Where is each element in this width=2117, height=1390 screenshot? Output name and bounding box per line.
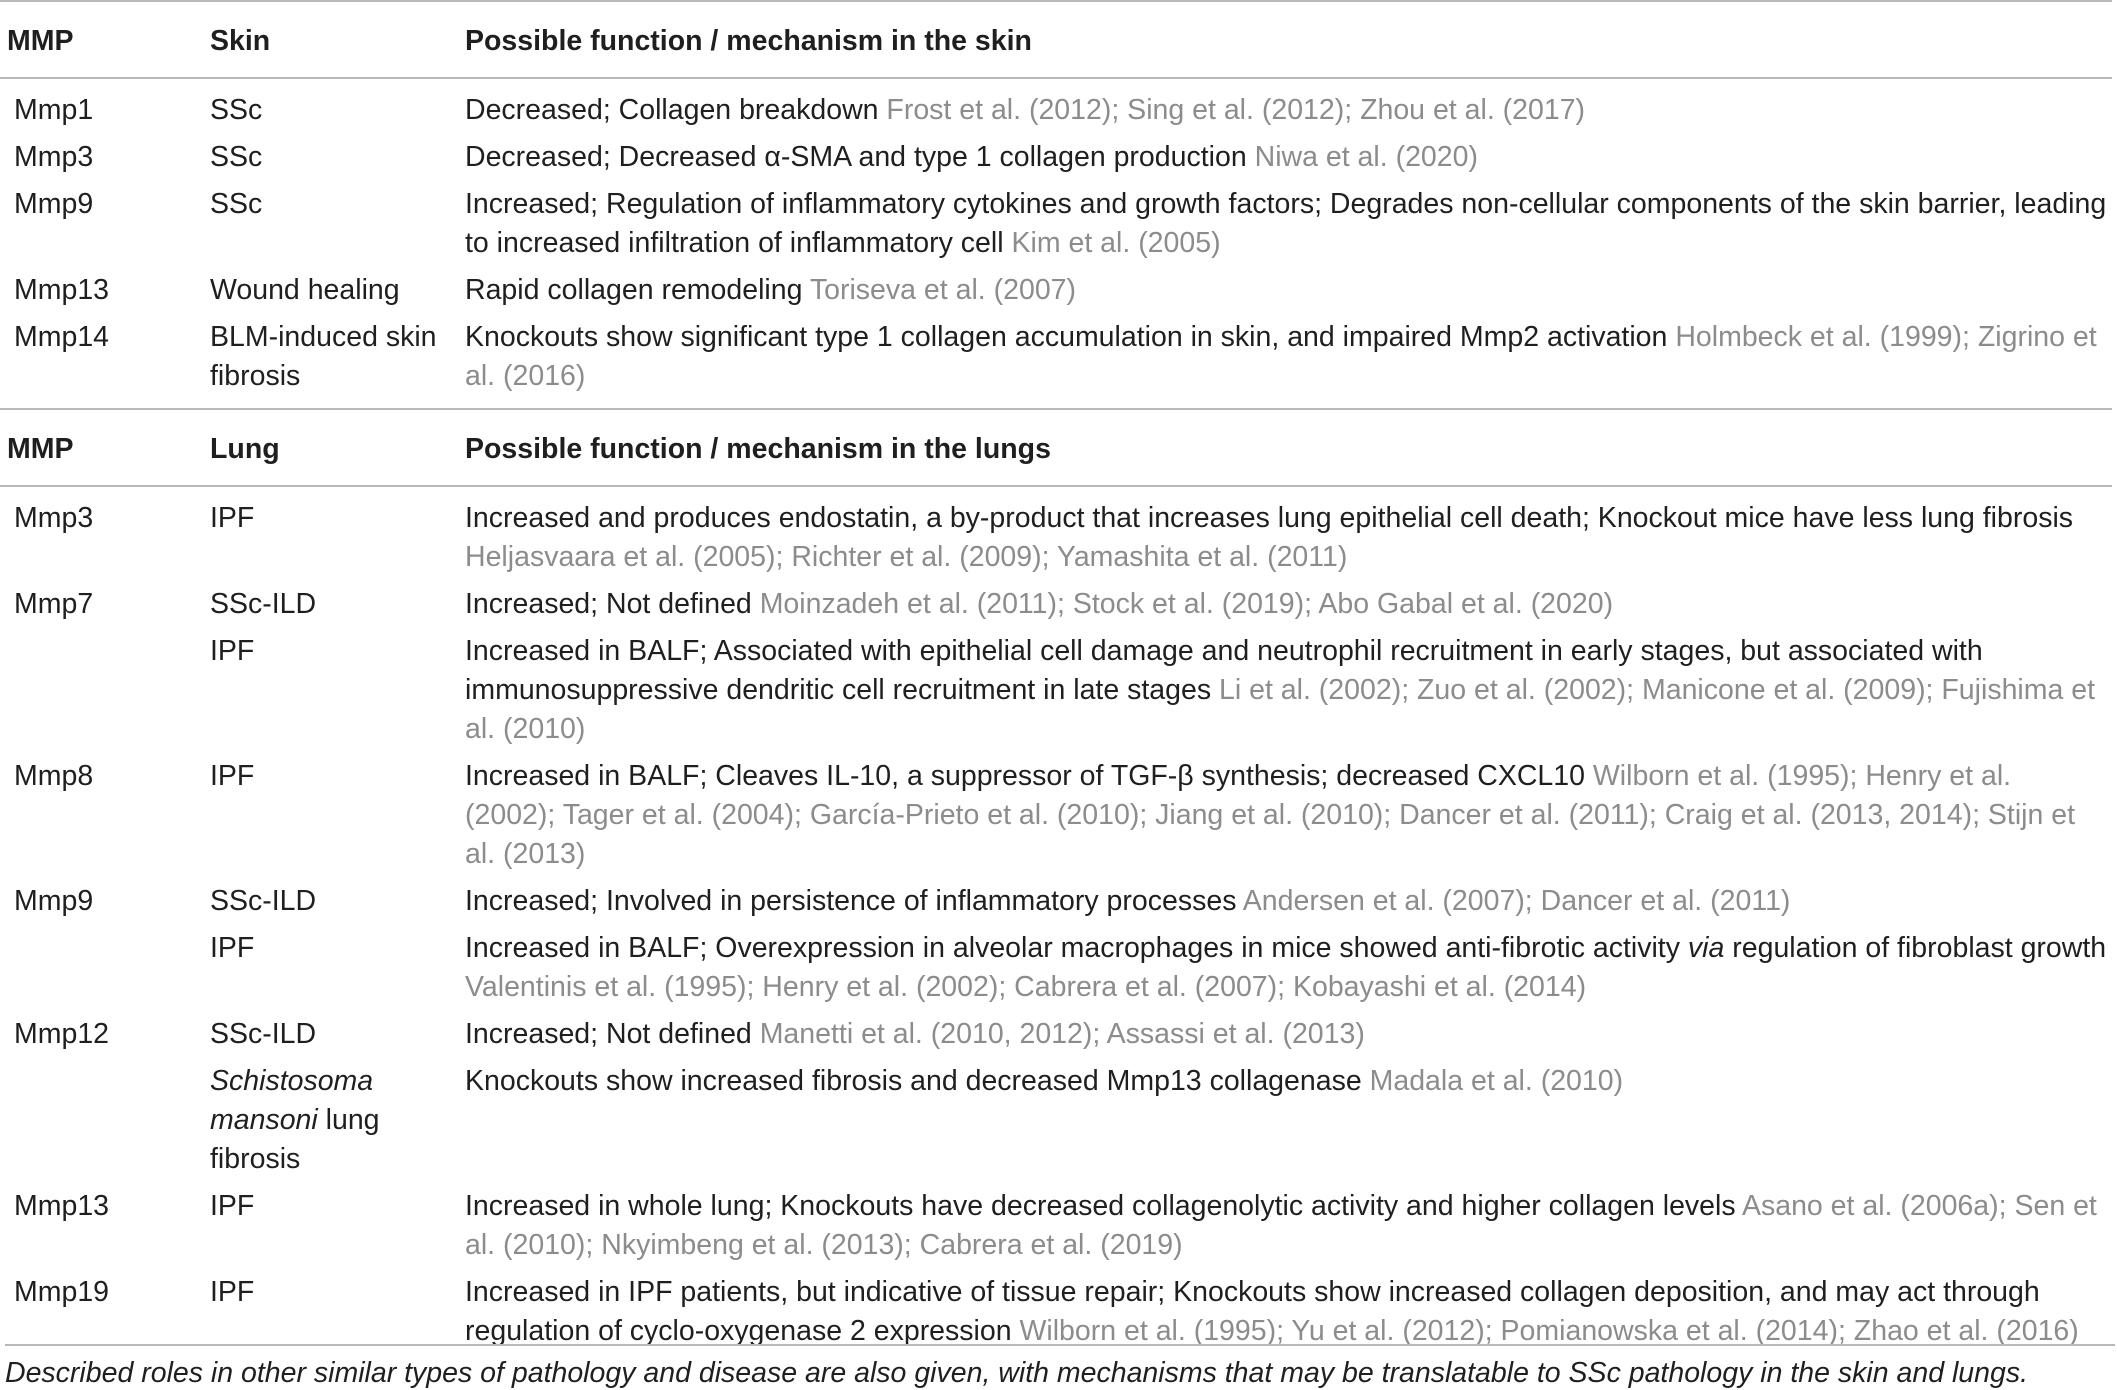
function-text-italic: via (1687, 932, 1725, 964)
function-text: Increased; Not defined (465, 588, 760, 620)
function-text: Increased in IPF patients, but indicative of tissue repair; Knockouts show increased collagen deposition, and may act through regulation of cyclo-oxygenase 2 expression (465, 1276, 2040, 1347)
skin-header-function: Possible function / mechanism in the skin (465, 1, 2112, 78)
function-text: Increased in BALF; Overexpression in alveolar macrophages in mice showed anti-fibrotic activity (465, 932, 1688, 964)
reference-text: Li et al. (2002); Zuo et al. (2002); Manicone et al. (2009); Fujishima et al. (2010) (465, 674, 2096, 745)
function-cell (465, 486, 2112, 585)
tissue-text: lung fibrosis (210, 1104, 380, 1175)
function-cell (465, 138, 2112, 185)
reference-text: Manetti et al. (2010, 2012); Assassi et al. (2013) (759, 1018, 1365, 1050)
table-row (0, 1187, 2112, 1273)
table-row (0, 271, 2112, 318)
mmp-cell: Mmp3 (14, 141, 94, 173)
skin-header-mmp: MMP (0, 1, 196, 78)
function-text: Knockouts show increased fibrosis and decreased Mmp13 collagenase (465, 1065, 1370, 1097)
tissue-cell: SSc-ILD (210, 885, 317, 917)
reference-text: Andersen et al. (2007); Dancer et al. (2011) (1242, 885, 1791, 917)
tissue-cell: IPF (210, 635, 255, 667)
function-text: Increased; Not defined (465, 1018, 760, 1050)
mmp-cell: Mmp3 (14, 502, 94, 534)
tissue-cell: SSc (210, 94, 263, 126)
function-cell (465, 318, 2112, 409)
mmp-cell: Mmp9 (14, 885, 94, 917)
mmp-cell: Mmp9 (14, 188, 94, 220)
skin-header-tissue: Skin (196, 1, 465, 78)
mmp-cell: Mmp1 (14, 94, 94, 126)
skin-header-row (0, 1, 2112, 78)
reference-text: Wilborn et al. (1995); Henry et al. (2002); Tager et al. (2004); García-Prieto et al. (2010); Jiang et al. (2010); Dancer et al. (2011); Craig et al. (2013, 2014); Stijn et al. (2013) (465, 760, 2076, 870)
function-cell (465, 632, 2112, 757)
reference-text: Moinzadeh et al. (2011); Stock et al. (2019); Abo Gabal et al. (2020) (759, 588, 1614, 620)
reference-text: Frost et al. (2012); Sing et al. (2012); Zhou et al. (2017) (886, 94, 1586, 126)
lung-header-row (0, 409, 2112, 486)
table-row (0, 632, 2112, 757)
reference-text: Toriseva et al. (2007) (809, 274, 1077, 306)
tissue-cell: SSc (210, 141, 263, 173)
mmp-cell (0, 929, 196, 1015)
function-text: regulation of fibroblast growth (1724, 932, 2107, 964)
function-text: Increased; Involved in persistence of inflammatory processes (465, 885, 1243, 917)
function-text: Increased; Regulation of inflammatory cytokines and growth factors; Degrades non-cellular components of the skin barrier, leading to increased infiltration of inflammatory cell (465, 188, 2107, 259)
lung-header-tissue: Lung (196, 409, 465, 486)
function-cell (465, 271, 2112, 318)
tissue-cell: IPF (210, 932, 255, 964)
table-row (0, 1015, 2112, 1062)
tissue-cell: SSc-ILD (210, 1018, 317, 1050)
function-text: Decreased; Collagen breakdown (465, 94, 887, 126)
tissue-cell (196, 1062, 465, 1187)
function-text: Increased and produces endostatin, a by-product that increases lung epithelial cell death; Knockout mice have less lung fibrosis (465, 502, 2074, 534)
function-cell (465, 78, 2112, 138)
table-row (0, 585, 2112, 632)
tissue-cell: IPF (210, 760, 255, 792)
tissue-cell: IPF (210, 502, 255, 534)
table-row (0, 138, 2112, 185)
table-row (0, 185, 2112, 271)
function-cell (465, 757, 2112, 882)
function-text: Increased in whole lung; Knockouts have decreased collagenolytic activity and higher collagen levels (465, 1190, 1742, 1222)
reference-text: Wilborn et al. (1995); Yu et al. (2012); Pomianowska et al. (2014); Zhao et al. (2016) (1019, 1315, 2079, 1347)
function-text: Rapid collagen remodeling (465, 274, 810, 306)
table-row (0, 1062, 2112, 1187)
function-cell (465, 929, 2112, 1015)
function-text: Decreased; Decreased α-SMA and type 1 collagen production (465, 141, 1255, 173)
reference-text: Kim et al. (2005) (1011, 227, 1221, 259)
mmp-cell: Mmp7 (14, 588, 94, 620)
tissue-cell: SSc (210, 188, 263, 220)
reference-text: Asano et al. (2006a); Sen et al. (2010); Nkyimbeng et al. (2013); Cabrera et al. (2019) (465, 1190, 2097, 1261)
mmp-cell (0, 1062, 196, 1187)
mmp-cell: Mmp12 (14, 1018, 110, 1050)
function-text: Increased in BALF; Cleaves IL-10, a suppressor of TGF-β synthesis; decreased CXCL10 (465, 760, 1593, 792)
table-row (0, 318, 2112, 409)
table-row (0, 78, 2112, 138)
reference-text: Holmbeck et al. (1999); Zigrino et al. (2016) (465, 321, 2097, 392)
reference-text: Madala et al. (2010) (1369, 1065, 1624, 1097)
function-text: Knockouts show significant type 1 collagen accumulation in skin, and impaired Mmp2 activation (465, 321, 1676, 353)
function-cell (465, 185, 2112, 271)
table-footnote: Described roles in other similar types of pathology and disease are also given, with mechanisms that may be translatable to SSc pathology in the skin and lungs. (5, 1344, 2115, 1390)
table-row (0, 757, 2112, 882)
function-text: Increased in BALF; Associated with epithelial cell damage and neutrophil recruitment in early stages, but associated with immunosuppressive dendritic cell recruitment in late stages (465, 635, 1983, 706)
function-cell (465, 1187, 2112, 1273)
reference-text: Niwa et al. (2020) (1254, 141, 1478, 173)
tissue-text-italic: Schistosoma mansoni (210, 1065, 374, 1136)
mmp-cell: Mmp19 (14, 1276, 110, 1308)
mmp-cell (0, 632, 196, 757)
lung-header-mmp: MMP (0, 409, 196, 486)
tissue-cell: IPF (210, 1190, 255, 1222)
reference-text: Heljasvaara et al. (2005); Richter et al. (2009); Yamashita et al. (2011) (465, 541, 1348, 573)
reference-text: Valentinis et al. (1995); Henry et al. (2002); Cabrera et al. (2007); Kobayashi et al. (2014) (465, 971, 1587, 1003)
tissue-cell: IPF (210, 1276, 255, 1308)
tissue-cell: SSc-ILD (210, 588, 317, 620)
mmp-cell: Mmp13 (14, 1190, 110, 1222)
function-cell (465, 882, 2112, 929)
table-row (0, 929, 2112, 1015)
tissue-cell: Wound healing (210, 274, 400, 306)
tissue-cell: BLM-induced skin fibrosis (210, 321, 437, 392)
mmp-cell: Mmp8 (14, 760, 94, 792)
function-cell (465, 585, 2112, 632)
table-row (0, 486, 2112, 585)
lung-header-function: Possible function / mechanism in the lungs (465, 409, 2112, 486)
function-cell (465, 1015, 2112, 1062)
table-row (0, 882, 2112, 929)
mmp-cell: Mmp13 (14, 274, 110, 306)
function-cell (465, 1062, 2112, 1187)
mmp-cell: Mmp14 (14, 321, 110, 353)
